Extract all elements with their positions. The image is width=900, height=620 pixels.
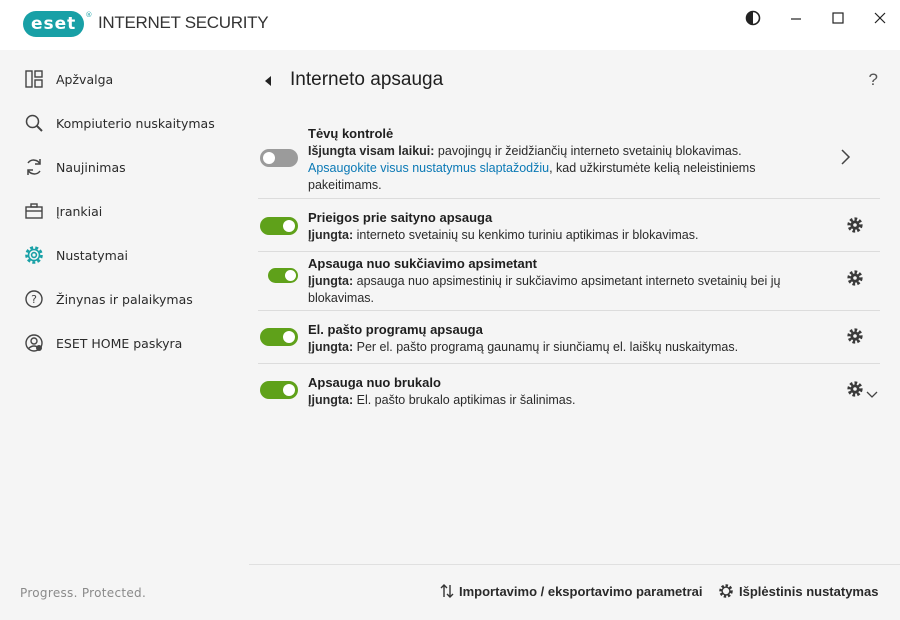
toggle-anti-phishing[interactable] [268, 268, 298, 283]
setting-title: Tėvų kontrolė [308, 126, 394, 141]
setting-row-antispam [258, 373, 880, 413]
sidebar-item-label: ESET HOME paskyra [56, 335, 183, 351]
setting-title: Apsauga nuo brukalo [308, 375, 441, 390]
sidebar-item-update[interactable] [0, 147, 249, 187]
sidebar-item-label: Nustatymai [56, 247, 128, 263]
setting-description: Išjungta visam laikui: pavojingų ir žeidžiančių interneto svetainių blokavimas. Apsaugokite visus nustatymus slaptažodžiu, kad užkirstumėte kelią neleistiniems pakeitimams. [308, 144, 756, 192]
sidebar-item-computer-scan[interactable] [0, 103, 249, 143]
sidebar [0, 50, 249, 620]
gear-icon[interactable] [846, 327, 864, 345]
title-bar [0, 0, 900, 50]
setting-description: Įjungta: Per el. pašto programą gaunamų ir siunčiamų el. laiškų nuskaitymas. [308, 340, 739, 354]
setting-title: Apsauga nuo sukčiavimo apsimetant [308, 256, 538, 271]
eset-logo: eset ® [23, 11, 92, 37]
refresh-icon [23, 156, 45, 178]
tagline: Progress. Protected. [20, 586, 147, 600]
toggle-email-client-protection[interactable] [260, 328, 298, 346]
product-name: INTERNET SECURITY [98, 13, 269, 32]
toggle-web-access-protection[interactable] [260, 217, 298, 235]
back-arrow-icon [263, 75, 273, 87]
sidebar-item-label: Įrankiai [56, 203, 103, 219]
back-button[interactable] [263, 72, 273, 91]
setting-status: Įjungta: [308, 393, 354, 407]
password-protect-link[interactable]: Apsaugokite visus nustatymus slaptažodžiu [308, 161, 550, 175]
toggle-parental-control[interactable] [260, 149, 298, 167]
footer-divider [249, 564, 900, 565]
sidebar-item-tools[interactable] [0, 191, 249, 231]
gear-icon[interactable] [846, 269, 864, 287]
svg-text:?: ? [31, 293, 37, 306]
minimize-icon[interactable] [786, 8, 806, 28]
sidebar-item-settings[interactable] [0, 235, 249, 275]
close-icon[interactable] [870, 8, 890, 28]
help-icon [23, 288, 45, 310]
setting-status: Įjungta: [308, 274, 354, 288]
setting-row-parental-control [258, 124, 880, 196]
sidebar-item-overview[interactable] [0, 59, 249, 99]
divider [258, 363, 880, 364]
gear-icon [718, 583, 734, 599]
maximize-icon[interactable] [828, 8, 848, 28]
page-title: Interneto apsauga [290, 69, 444, 90]
advanced-setup-button[interactable] [718, 583, 878, 599]
help-button[interactable]: ? [868, 70, 878, 89]
chevron-right-icon[interactable] [840, 148, 852, 170]
sidebar-item-help-support[interactable] [0, 279, 249, 319]
sidebar-item-eset-home-account[interactable] [0, 323, 249, 363]
contrast-icon[interactable] [743, 8, 763, 28]
toolbox-icon [23, 200, 45, 222]
setting-title: Prieigos prie saityno apsauga [308, 210, 493, 225]
advanced-setup-label: Išplėstinis nustatymas [739, 583, 879, 599]
divider [258, 251, 880, 252]
setting-description: Įjungta: interneto svetainių su kenkimo turiniu aptikimas ir blokavimas. [308, 228, 699, 242]
setting-status: Įjungta: [308, 340, 354, 354]
setting-status: Įjungta: [308, 228, 354, 242]
setting-row-email-client-protection [258, 320, 880, 360]
sort-arrows-icon [440, 583, 454, 599]
main-panel [249, 50, 900, 620]
setting-description: Įjungta: apsauga nuo apsimestinių ir sukčiavimo apsimetant interneto svetainių bei jų blokavimas. [308, 274, 781, 305]
sidebar-item-label: Kompiuterio nuskaitymas [56, 115, 215, 131]
sidebar-item-label: Apžvalga [56, 71, 114, 87]
account-icon [23, 332, 45, 354]
setting-title: El. pašto programų apsauga [308, 322, 483, 337]
divider [258, 198, 880, 199]
eset-logo-badge: eset [23, 11, 84, 37]
sidebar-item-label: Naujinimas [56, 159, 126, 175]
setting-row-web-access-protection [258, 208, 880, 248]
search-icon [23, 112, 45, 134]
gear-icon [23, 244, 45, 266]
gear-icon[interactable] [846, 216, 864, 234]
sidebar-item-label: Žinynas ir palaikymas [56, 291, 193, 307]
toggle-antispam[interactable] [260, 381, 298, 399]
import-export-label: Importavimo / eksportavimo parametrai [459, 583, 703, 599]
import-export-button[interactable] [440, 583, 702, 599]
overview-icon [23, 68, 45, 90]
setting-description: Įjungta: El. pašto brukalo aptikimas ir šalinimas. [308, 393, 576, 407]
chevron-down-icon[interactable] [866, 384, 878, 403]
setting-row-anti-phishing [258, 254, 880, 310]
divider [258, 310, 880, 311]
setting-status: Išjungta visam laikui: [308, 144, 435, 158]
gear-icon[interactable] [846, 380, 864, 398]
